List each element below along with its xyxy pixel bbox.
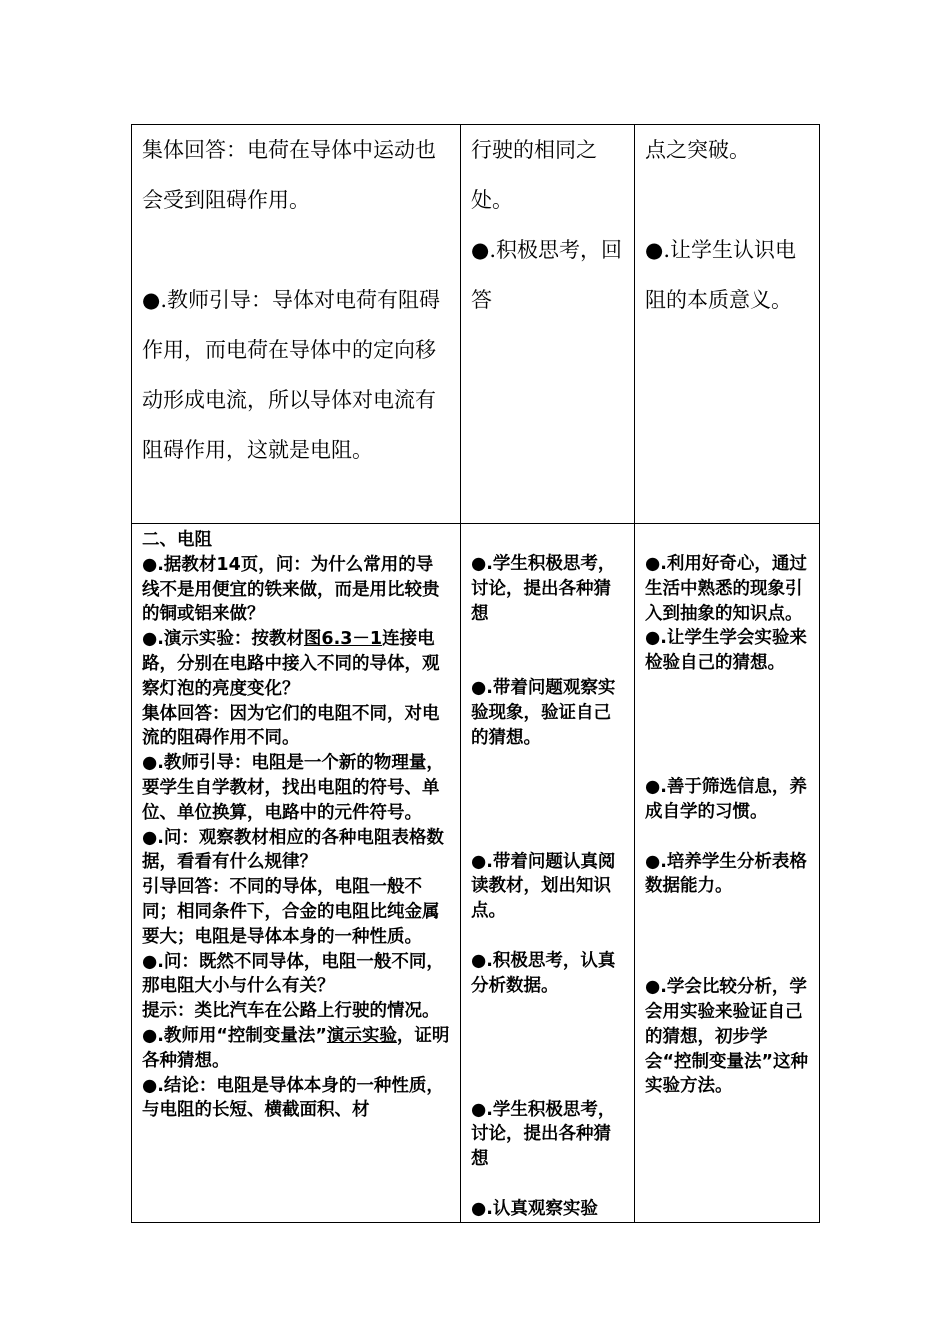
paragraph: ●.结论：电阻是导体本身的一种性质，与电阻的长短、横截面积、材 <box>142 1075 444 1121</box>
paragraph: 引导回答：不同的导体，电阻一般不同；相同条件下，合金的电阻比纯金属要大；电阻是导体本身的一种性质。 <box>142 877 440 947</box>
paragraph: ●.积极思考，回答 <box>471 238 622 312</box>
lesson-plan-table <box>131 124 820 1223</box>
paragraph <box>142 627 450 701</box>
paragraph: ●.培养学生分析表格数据能力。 <box>645 851 807 897</box>
paragraph: ●.让学生学会实验来检验自己的猜想。 <box>645 628 807 674</box>
paragraph: ●.问：既然不同导体，电阻一般不同，那电阻大小与什么有关？ <box>142 951 444 997</box>
text: ●.教师用“控制变量法” <box>142 1025 327 1046</box>
paragraph: 集体回答：电荷在导体中运动也会受到阻碍作用。 <box>142 138 436 212</box>
text: 连接电路，分别在电路中接入不同的导体，观察灯泡的亮度变化？ <box>142 629 440 699</box>
paragraph: ●.学生积极思考，讨论，提出各种猜想 <box>471 554 616 624</box>
paragraph: ●.带着问题观察实验现象，验证自己的猜想。 <box>471 677 616 748</box>
teacher-activity-cell <box>132 125 461 524</box>
text: ●.演示实验：按教材 <box>142 629 304 650</box>
table-row <box>132 125 820 524</box>
paragraph: 提示：类比汽车在公路上行驶的情况。 <box>142 1001 440 1022</box>
paragraph: ●.善于筛选信息，养成自学的习惯。 <box>645 777 807 822</box>
paragraph: ●.让学生认识电阻的本质意义。 <box>645 238 796 312</box>
demo-experiment-reference: 演示实验 <box>326 1025 397 1046</box>
student-activity-cell <box>461 524 635 1223</box>
paragraph: ●.利用好奇心，通过生活中熟悉的现象引入到抽象的知识点。 <box>645 554 807 624</box>
paragraph: ●.带着问题认真阅读教材，划出知识点。 <box>471 851 616 922</box>
paragraph: ●.学会比较分析，学会用实验来验证自己的猜想，初步学会“控制变量法”这种实验方法。 <box>645 977 809 1097</box>
paragraph: 点之突破。 <box>645 138 750 162</box>
paragraph: 行驶的相同之处。 <box>471 138 597 212</box>
paragraph: ●.据教材14页，问：为什么常用的导线不是用便宜的铁来做，而是用比较贵的铜或铝来做？ <box>142 554 440 625</box>
table-row <box>132 524 820 1223</box>
design-intent-cell <box>635 524 820 1223</box>
paragraph <box>142 1024 450 1074</box>
teacher-activity-cell <box>132 524 461 1223</box>
figure-reference: 图6.3－1 <box>303 629 383 650</box>
paragraph: ●.教师引导：电阻是一个新的物理量，要学生自学教材，找出电阻的符号、单位、单位换算，电路中的元件符号。 <box>142 753 444 823</box>
text: ，证明各种猜想。 <box>142 1025 450 1071</box>
student-activity-cell <box>461 125 635 524</box>
paragraph: ●.积极思考，认真分析数据。 <box>471 950 616 996</box>
paragraph: ●.教师引导：导体对电荷有阻碍作用，而电荷在导体中的定向移动形成电流，所以导体对电流有阻碍作用，这就是电阻。 <box>142 288 440 462</box>
paragraph: ●.学生积极思考，讨论，提出各种猜想 <box>471 1099 616 1170</box>
paragraph: ●.问：观察教材相应的各种电阻表格数据，看看有什么规律？ <box>142 827 444 873</box>
section-heading: 二、电阻 <box>142 530 212 550</box>
paragraph: ●.认真观察实验 <box>471 1198 598 1219</box>
design-intent-cell <box>635 125 820 524</box>
paragraph: 集体回答：因为它们的电阻不同，对电流的阻碍作用不同。 <box>142 703 440 749</box>
